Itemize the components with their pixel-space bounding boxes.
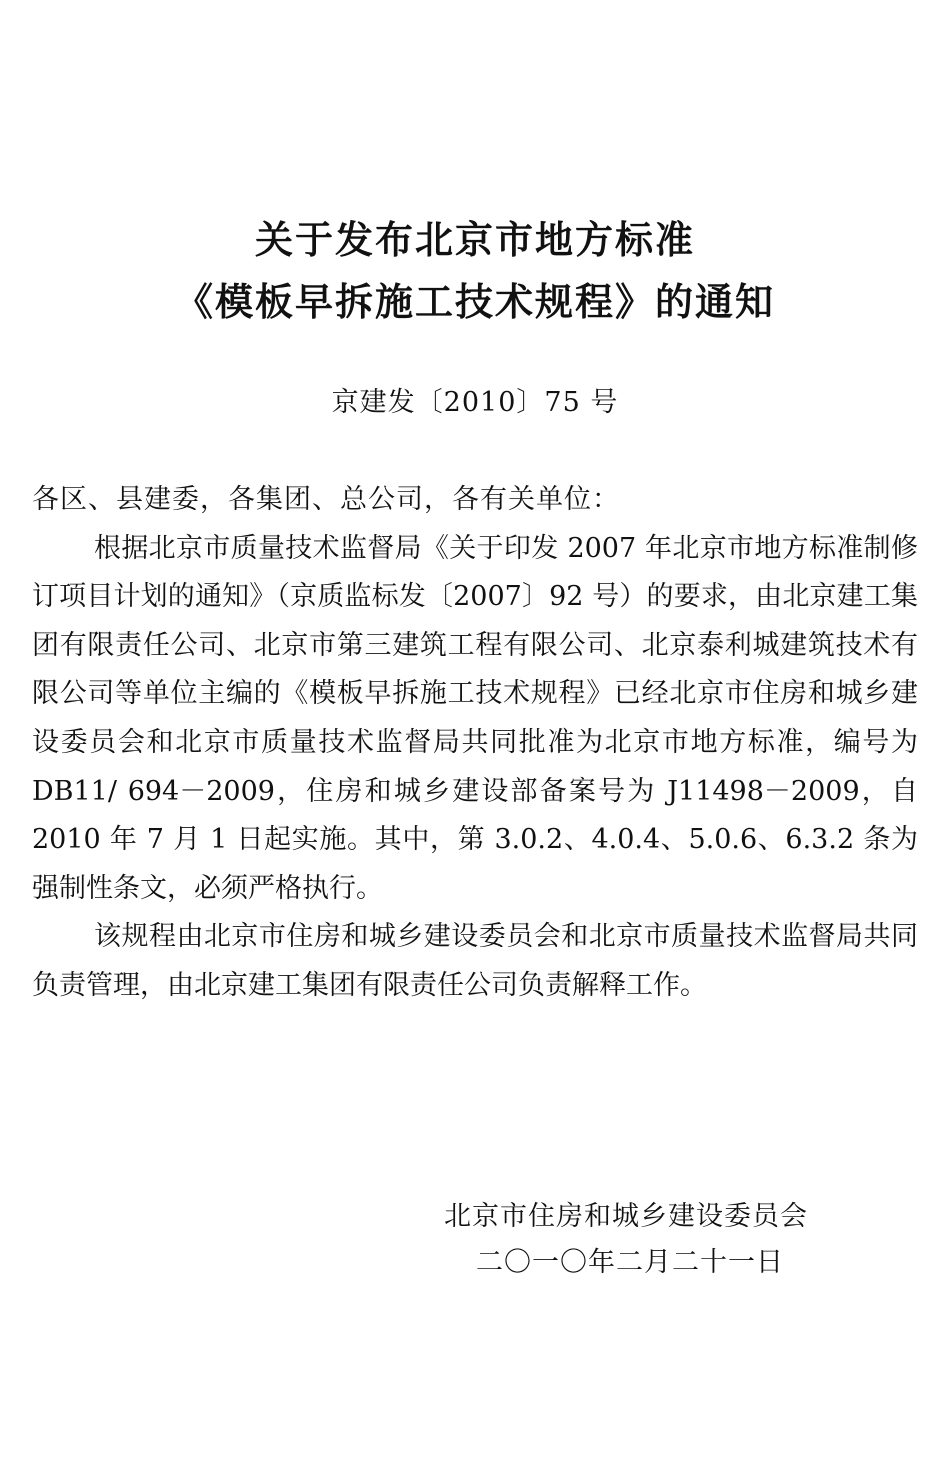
document-number: 京建发〔2010〕75 号 <box>331 387 619 418</box>
paragraph-1: 根据北京市质量技术监督局《关于印发 2007 年北京市地方标准制修订项目计划的通知》（京质监标发〔2007〕92 号）的要求，由北京建工集团有限责任公司、北京市第三建筑工程有限公司、北京泰利城建筑技术有限公司等单位主编的《模板早拆施工技术规程》已经北京市住房和城乡建设委员会和北京市质量技术监督局共同批准为北京市地方标准，编号为 DB11/ 694－2009，住房和城乡建设部备案号为 J11498－2009，自 2010 年 7 月 1 日起实施。其中，第 3.0.2、4.0.4、5.0.6、6.3.2 条为强制性条文，必须严格执行。 <box>32 532 918 904</box>
title-line-1: 关于发布北京市地方标准 <box>254 218 695 262</box>
paragraph-2: 该规程由北京市住房和城乡建设委员会和北京市质量技术监督局共同负责管理，由北京建工集团有限责任公司负责解释工作。 <box>32 921 918 1001</box>
notice-body <box>32 476 918 1011</box>
issue-date: 二〇一〇年二月二十一日 <box>476 1247 784 1278</box>
title-line-2: 《模板早拆施工技术规程》的通知 <box>174 280 775 324</box>
salutation: 各区、县建委，各集团、总公司，各有关单位： <box>32 484 620 515</box>
issuer-name: 北京市住房和城乡建设委员会 <box>444 1201 808 1232</box>
